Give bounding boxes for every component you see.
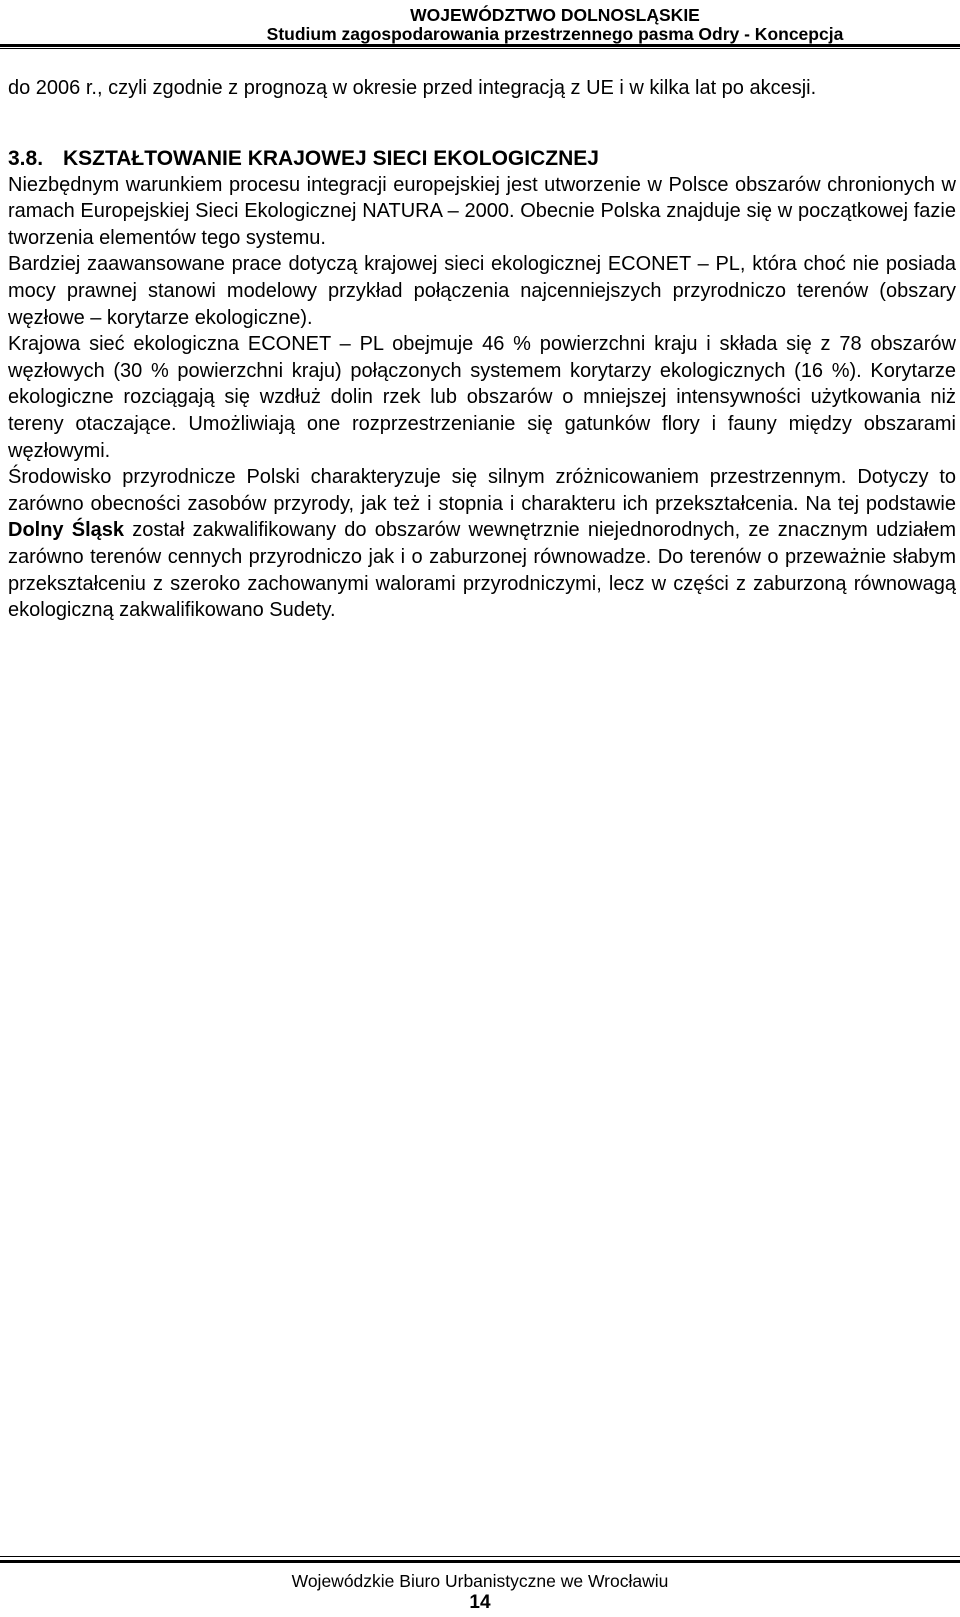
intro-paragraph: do 2006 r., czyli zgodnie z prognozą w okresie przed integracją z UE i w kilka lat po akcesji.: [8, 77, 817, 99]
paragraph-4: [8, 464, 956, 624]
header-rule: [0, 44, 960, 47]
paragraph-4-bold: Dolny Śląsk: [8, 519, 125, 542]
paragraph-2: Bardziej zaawansowane prace dotyczą krajowej sieci ekologicznej ECONET – PL, która choć nie posiada mocy prawnej stanowi modelowy przykład połączenia najcenniejszych przyrodniczo terenów (obszary węzłowe – korytarze ekologiczne).: [8, 253, 956, 329]
page-number: 14: [469, 1592, 491, 1613]
document-body: [8, 75, 956, 624]
paragraph-4-start: Środowisko przyrodnicze Polski charakteryzuje się silnym zróżnicowaniem przestrzennym. Dotyczy to zarówno obecności zasobów przyrody, jak też i stopnia i charakteru ich przekształcenia. Na tej podstawie: [8, 466, 956, 515]
section-heading: [8, 146, 956, 172]
paragraph-3: Krajowa sieć ekologiczna ECONET – PL obejmuje 46 % powierzchni kraju i składa się z 78 obszarów węzłowych (30 % powierzchni kraju) połączonych systemem korytarzy ekologicznych (16 %). Korytarze ekologiczne rozciągają się wzdłuż dolin rzek lub obszarów o mniejszej intensywności użytkowania niż tereny otaczające. Umożliwiają one rozprzestrzenianie się gatunków flory i fauny między obszarami węzłowymi.: [8, 333, 956, 462]
header-rule-thin: [0, 48, 960, 49]
section-number: 3.8.: [8, 146, 44, 170]
section-title: KSZTAŁTOWANIE KRAJOWEJ SIECI EKOLOGICZNEJ: [63, 146, 599, 170]
footer-rule: [0, 1560, 960, 1563]
paragraph-4-end: został zakwalifikowany do obszarów wewnętrznie niejednorodnych, ze znacznym udziałem zarówno terenów cennych przyrodniczo jak i o zaburzonej równowadze. Do terenów o przeważnie słabym przekształceniu z szeroko zachowanymi walorami przyrodniczymi, lecz w części z zaburzoną równowagą ekologiczną zakwalifikowano Sudety.: [8, 519, 956, 622]
paragraph-1: Niezbędnym warunkiem procesu integracji europejskiej jest utworzenie w Polsce obszarów chronionych w ramach Europejskiej Sieci Ekologicznej NATURA – 2000. Obecnie Polska znajduje się w początkowej fazie tworzenia elementów tego systemu.: [8, 173, 956, 249]
footer-organization: Wojewódzkie Biuro Urbanistyczne we Wrocławiu: [291, 1571, 669, 1591]
header-subtitle: Studium zagospodarowania przestrzennego pasma Odry - Koncepcja: [266, 24, 844, 44]
header-title: WOJEWÓDZTWO DOLNOSLĄSKIE: [410, 5, 700, 25]
footer-rule-thin: [0, 1556, 960, 1557]
